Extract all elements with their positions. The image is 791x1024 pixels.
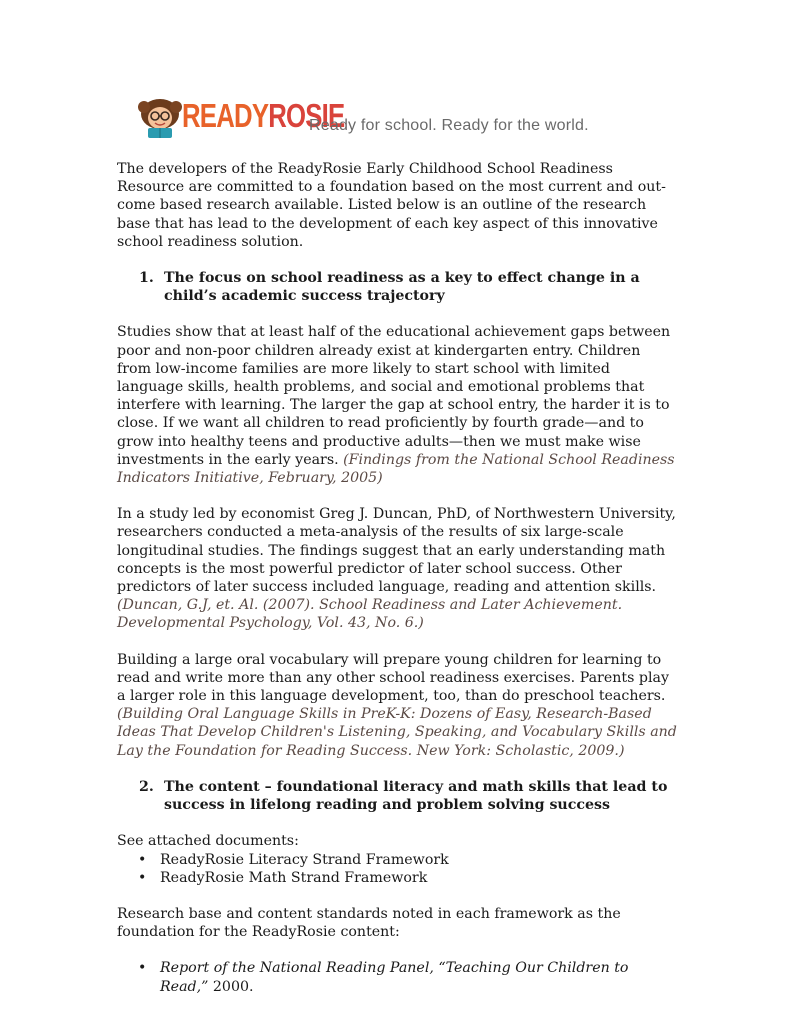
rosie-character-icon: [138, 97, 182, 139]
reports-list: [117, 959, 677, 995]
attached-documents-list: [117, 851, 677, 887]
vocabulary-text: Building a large oral vocabulary will prepare young children for learning to read and write more than any other school readiness exercises. Parents play a larger role in this language development, too, than do preschool teachers.: [117, 651, 669, 705]
section-2-title: The content – foundational literacy and math skills that lead to success in lifelong reading and problem solving success: [164, 778, 668, 814]
logo-tagline: Ready for school. Ready for the world.: [309, 117, 589, 134]
list-item: [117, 959, 677, 995]
bullet-icon: •: [138, 851, 147, 868]
list-item: [117, 869, 677, 887]
bullet-icon: •: [138, 960, 147, 977]
duncan-study-paragraph: [117, 505, 677, 632]
see-attached-label: See attached documents:: [117, 833, 299, 850]
readiness-gap-text: Studies show that at least half of the educational achievement gaps between poor and non-poor children already exist at kindergarten entry. Children from low-income families are more likely to start school with limited language skills, health problems, and social and emotional problems that interfere with learning. The larger the gap at school entry, the harder it is to close. If we want all children to read proficiently by fourth grade—and to grow into healthy teens and productive adults—then we must make wise investments in the early years.: [117, 324, 671, 468]
document-body: [117, 160, 677, 996]
vocabulary-paragraph: [117, 651, 677, 760]
intro-paragraph: The developers of the ReadyRosie Early Childhood School Readiness Resource are committed to a foundation based on the most current and out-come based research available. Listed below is an outline of the research base that has lead to the development of each key aspect of this innovative school readiness solution.: [117, 161, 666, 250]
report-title: Report of the National Reading Panel, “Teaching Our Children to Read,”: [160, 960, 629, 995]
duncan-study-citation: (Duncan, G.J, et. Al. (2007). School Readiness and Later Achievement. Developmental Psychology, Vol. 43, No. 6.): [117, 597, 623, 632]
logo-word-rosie: ROSIE: [268, 97, 345, 134]
section-2-heading: [117, 778, 677, 814]
document-name: ReadyRosie Math Strand Framework: [160, 869, 428, 886]
list-item: [117, 851, 677, 869]
readyrosie-logo: [138, 95, 618, 141]
logo-word-ready: READY: [182, 97, 269, 134]
document-name: ReadyRosie Literacy Strand Framework: [160, 851, 449, 868]
section-2-number: 2.: [139, 778, 154, 795]
section-1-heading: [117, 269, 677, 305]
section-1-number: 1.: [139, 270, 154, 287]
readiness-gap-paragraph: [117, 323, 677, 487]
duncan-study-text: In a study led by economist Greg J. Duncan, PhD, of Northwestern University, researchers conducted a meta-analysis of the results of six large-scale longitudinal studies. The findings suggest that an early understanding math concepts is the most powerful predictor of later school success. Other predictors of later success included language, reading and attention skills.: [117, 506, 676, 596]
research-base-paragraph: Research base and content standards noted in each framework as the foundation for the ReadyRosie content:: [117, 905, 621, 941]
report-year: 2000.: [208, 978, 254, 995]
readiness-gap-citation: (Findings from the National School Readiness Indicators Initiative, February, 2005): [117, 451, 675, 487]
vocabulary-citation: (Building Oral Language Skills in PreK-K: Dozens of Easy, Research-Based Ideas That Develop Children's Listening, Speaking, and Vocabulary Skills and Lay the Foundation for Reading Success. New York: Scholastic, 2009.): [117, 706, 677, 759]
section-1-title: The focus on school readiness as a key to effect change in a child’s academic success trajectory: [164, 270, 640, 305]
bullet-icon: •: [138, 869, 147, 886]
